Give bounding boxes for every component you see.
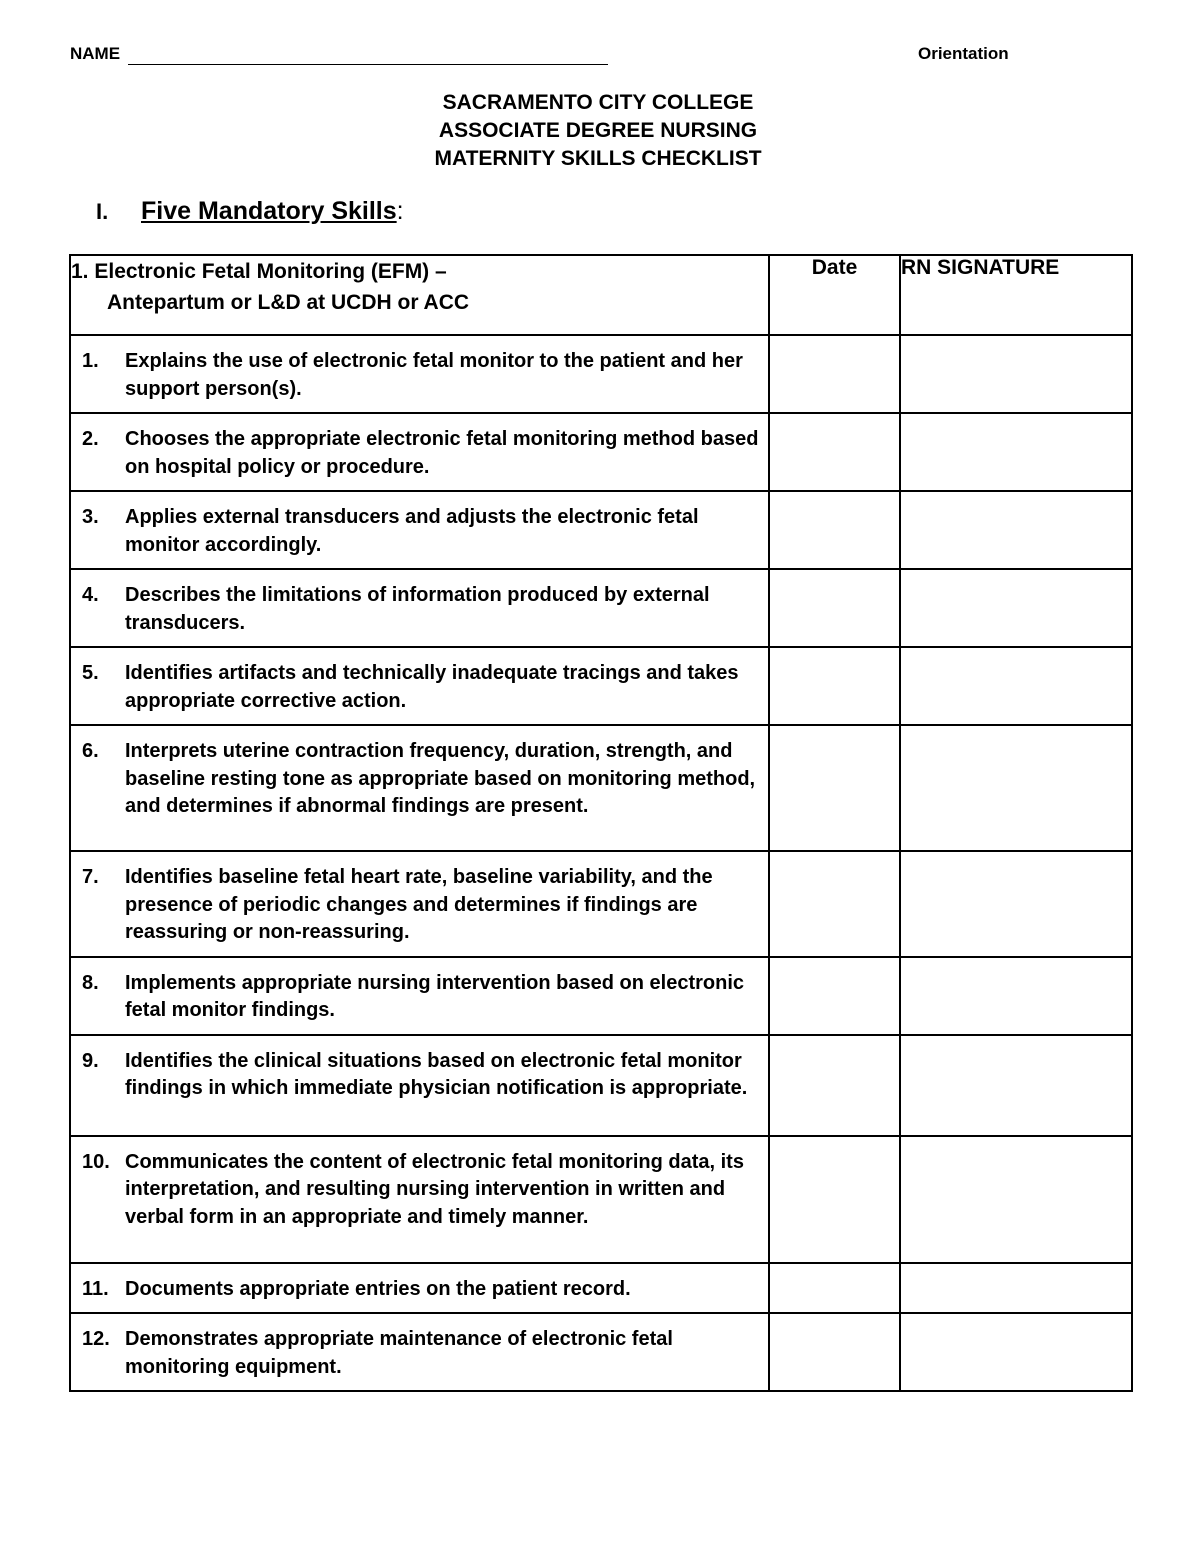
skill-number: 5. <box>82 662 99 684</box>
orientation-label: Orientation <box>918 44 1009 63</box>
table-row <box>70 1313 1132 1391</box>
table-row <box>70 851 1132 957</box>
date-cell[interactable] <box>769 1136 900 1263</box>
date-cell[interactable] <box>769 335 900 413</box>
title-checklist: MATERNITY SKILLS CHECKLIST <box>434 147 762 170</box>
skill-cell <box>70 1035 769 1136</box>
section-number: I. <box>96 199 109 224</box>
skills-checklist-table <box>69 254 1133 1392</box>
skill-heading-line1: 1. Electronic Fetal Monitoring (EFM) – <box>71 260 447 283</box>
signature-cell[interactable] <box>900 957 1132 1035</box>
skill-item <box>71 726 768 830</box>
document-titles <box>0 89 1196 173</box>
skill-item <box>71 1314 768 1390</box>
section-colon: : <box>396 197 404 225</box>
date-cell[interactable] <box>769 569 900 647</box>
section-title: Five Mandatory Skills <box>141 197 397 225</box>
signature-cell[interactable] <box>900 647 1132 725</box>
skill-item <box>71 570 768 646</box>
date-column-header: Date <box>769 255 900 335</box>
skill-number: 10. <box>82 1150 110 1173</box>
signature-cell[interactable] <box>900 1313 1132 1391</box>
table-row <box>70 957 1132 1035</box>
date-cell[interactable] <box>769 413 900 491</box>
name-field-line[interactable] <box>128 64 608 65</box>
skill-cell <box>70 335 769 413</box>
signature-cell[interactable] <box>900 725 1132 851</box>
skill-description: Implements appropriate nursing intervention based on electronic fetal monitor findings. <box>125 971 745 1021</box>
section-heading <box>96 197 404 226</box>
signature-column-header: RN SIGNATURE <box>900 255 1132 335</box>
date-cell[interactable] <box>769 491 900 569</box>
signature-cell[interactable] <box>900 413 1132 491</box>
skill-cell <box>70 647 769 725</box>
skill-number: 6. <box>82 740 99 762</box>
skill-column-header <box>70 255 769 335</box>
signature-cell[interactable] <box>900 1035 1132 1136</box>
skill-description: Applies external transducers and adjusts the electronic fetal monitor accordingly. <box>125 506 699 556</box>
skill-number: 9. <box>82 1049 99 1072</box>
name-label: NAME <box>70 44 121 63</box>
table-row <box>70 725 1132 851</box>
skill-description: Chooses the appropriate electronic fetal monitoring method based on hospital policy or procedure. <box>125 428 759 478</box>
date-cell[interactable] <box>769 957 900 1035</box>
skill-item <box>71 648 768 724</box>
signature-cell[interactable] <box>900 1263 1132 1314</box>
skill-description: Identifies the clinical situations based on electronic fetal monitor findings in which immediate physician notification is appropriate. <box>125 1049 748 1099</box>
skill-heading-line2: Antepartum or L&D at UCDH or ACC <box>107 291 470 314</box>
skill-item <box>71 336 768 412</box>
skill-cell <box>70 491 769 569</box>
skill-cell <box>70 569 769 647</box>
skill-cell <box>70 413 769 491</box>
skill-number: 8. <box>82 971 99 994</box>
skill-cell <box>70 851 769 957</box>
skill-description: Documents appropriate entries on the patient record. <box>125 1277 631 1300</box>
skill-item <box>71 492 768 568</box>
table-row <box>70 1035 1132 1136</box>
table-row <box>70 647 1132 725</box>
table-row <box>70 335 1132 413</box>
skill-description: Describes the limitations of information produced by external transducers. <box>125 584 710 634</box>
skill-number: 11. <box>82 1277 109 1300</box>
skill-item <box>71 1036 768 1112</box>
skill-item <box>71 1137 768 1241</box>
skill-number: 2. <box>82 428 99 450</box>
skill-cell <box>70 1136 769 1263</box>
table-row <box>70 413 1132 491</box>
table-row <box>70 1263 1132 1314</box>
skill-description: Identifies baseline fetal heart rate, baseline variability, and the presence of periodic changes and determines if findings are reassuring or non-reassuring. <box>125 866 713 943</box>
skill-item <box>71 1264 768 1313</box>
skill-item <box>71 958 768 1034</box>
table-row <box>70 1136 1132 1263</box>
skill-number: 4. <box>82 584 99 606</box>
skill-cell <box>70 957 769 1035</box>
title-program: ASSOCIATE DEGREE NURSING <box>438 119 758 142</box>
skill-number: 1. <box>82 350 99 372</box>
skill-number: 7. <box>82 866 99 888</box>
date-cell[interactable] <box>769 1263 900 1314</box>
date-cell[interactable] <box>769 1035 900 1136</box>
table-header-row <box>70 255 1132 335</box>
table-row <box>70 569 1132 647</box>
skill-number: 3. <box>82 506 99 528</box>
title-college: SACRAMENTO CITY COLLEGE <box>442 91 754 114</box>
signature-cell[interactable] <box>900 491 1132 569</box>
date-cell[interactable] <box>769 725 900 851</box>
signature-cell[interactable] <box>900 569 1132 647</box>
skill-description: Explains the use of electronic fetal monitor to the patient and her support person(s). <box>125 350 743 400</box>
skill-item <box>71 852 768 956</box>
skill-description: Communicates the content of electronic fetal monitoring data, its interpretation, and resulting nursing intervention in written and verbal form in an appropriate and timely manner. <box>125 1150 744 1228</box>
skill-number: 12. <box>82 1328 110 1350</box>
signature-cell[interactable] <box>900 1136 1132 1263</box>
skill-item <box>71 414 768 490</box>
date-cell[interactable] <box>769 1313 900 1391</box>
skill-description: Identifies artifacts and technically inadequate tracings and takes appropriate corrective action. <box>125 662 739 712</box>
signature-cell[interactable] <box>900 851 1132 957</box>
signature-cell[interactable] <box>900 335 1132 413</box>
date-cell[interactable] <box>769 851 900 957</box>
skill-description: Interprets uterine contraction frequency, duration, strength, and baseline resting tone as appropriate based on monitoring method, and determines if abnormal findings are present. <box>125 740 756 817</box>
skill-cell <box>70 1263 769 1314</box>
skill-description: Demonstrates appropriate maintenance of electronic fetal monitoring equipment. <box>125 1328 673 1378</box>
skill-cell <box>70 1313 769 1391</box>
table-row <box>70 491 1132 569</box>
skill-cell <box>70 725 769 851</box>
date-cell[interactable] <box>769 647 900 725</box>
